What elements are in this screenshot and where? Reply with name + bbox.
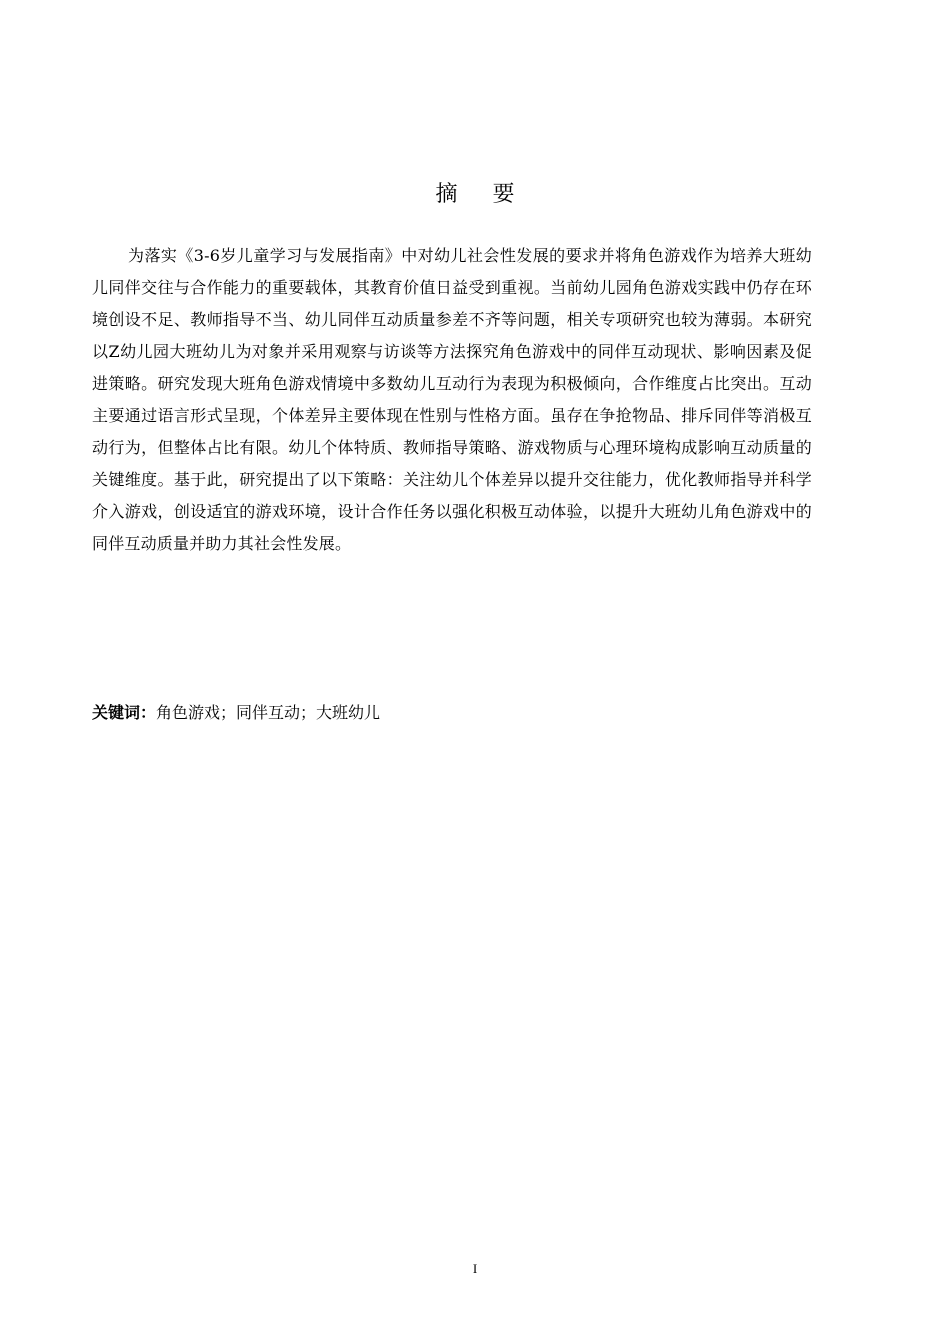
abstract-paragraph: 为落实《3-6岁儿童学习与发展指南》中对幼儿社会性发展的要求并将角色游戏作为培养大班幼儿同伴交往与合作能力的重要载体，其教育价值日益受到重视。当前幼儿园角色游戏实践中仍存在环境创设不足、教师指导不当、幼儿同伴互动质量参差不齐等问题，相关专项研究也较为薄弱。本研究以Z幼儿园大班幼儿为对象并采用观察与访谈等方法探究角色游戏中的同伴互动现状、影响因素及促进策略。研究发现大班角色游戏情境中多数幼儿互动行为表现为积极倾向，合作维度占比突出。互动主要通过语言形式呈现，个体差异主要体现在性别与性格方面。虽存在争抢物品、排斥同伴等消极互动行为，但整体占比有限。幼儿个体特质、教师指导策略、游戏物质与心理环境构成影响互动质量的关键维度。基于此，研究提出了以下策略：关注幼儿个体差异以提升交往能力，优化教师指导并科学介入游戏，创设适宜的游戏环境，设计合作任务以强化积极互动体验，以提升大班幼儿角色游戏中的同伴互动质量并助力其社会性发展。: [92, 246, 812, 553]
abstract-title: 摘 要: [435, 182, 529, 207]
keywords-line: [92, 699, 812, 727]
keywords-label: 关键词：: [92, 703, 157, 722]
page-number: I: [472, 1261, 478, 1276]
keywords-text: 角色游戏；同伴互动；大班幼儿: [156, 703, 381, 722]
